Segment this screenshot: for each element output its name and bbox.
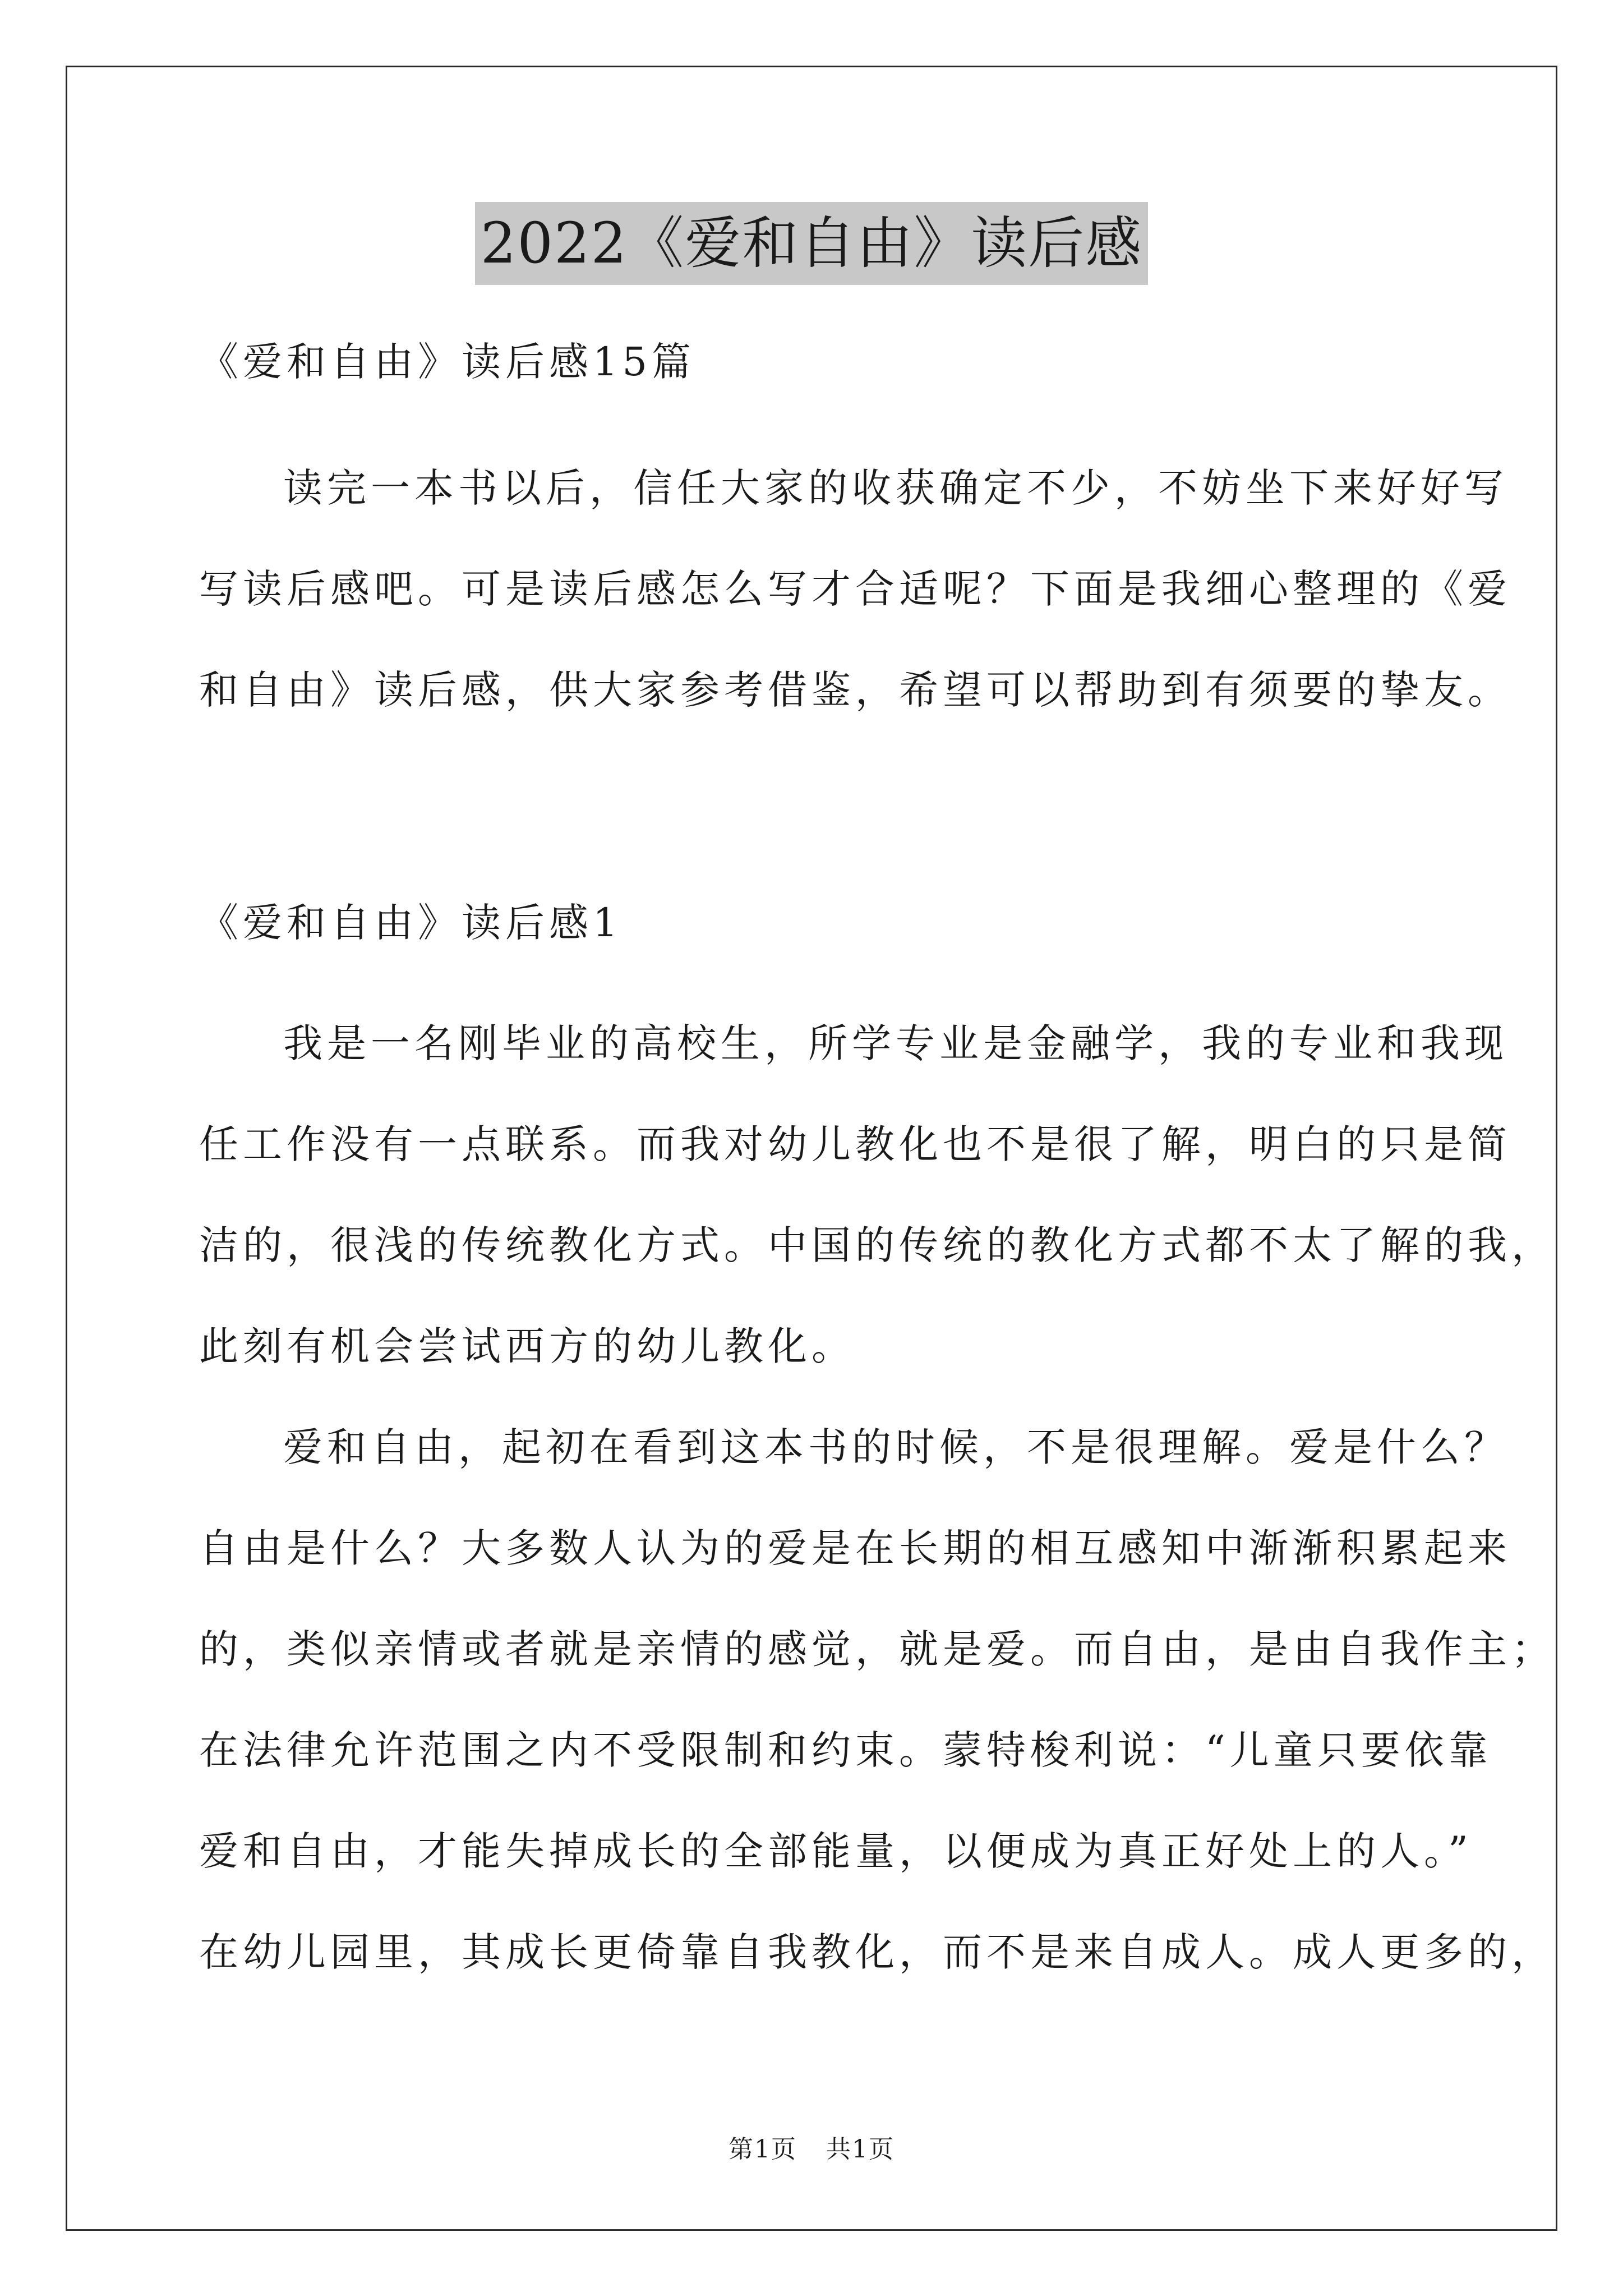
intro-line: 和自由》读后感，供大家参考借鉴，希望可以帮助到有须要的挚友。 <box>199 667 1511 713</box>
document-title: 2022《爱和自由》读后感 <box>475 202 1149 285</box>
page-footer <box>0 2129 1623 2165</box>
section-heading: 《爱和自由》读后感1 <box>199 900 623 946</box>
paragraph-line: 爱和自由，才能失掉成长的全部能量，以便成为真正好处上的人。” <box>199 1828 1473 1874</box>
paragraph-line: 我是一名刚毕业的高校生，所学专业是金融学，我的专业和我现 <box>283 1020 1508 1066</box>
paragraph-line: 在法律允许范围之内不受限制和约束。蒙特梭利说：“儿童只要依靠 <box>199 1727 1492 1773</box>
intro-line: 读完一本书以后，信任大家的收获确定不少，不妨坐下来好好写 <box>283 465 1508 511</box>
paragraph-2 <box>199 1397 1555 2003</box>
paragraph-line: 任工作没有一点联系。而我对幼儿教化也不是很了解，明白的只是简 <box>199 1121 1511 1167</box>
paragraph-line: 的，类似亲情或者就是亲情的感觉，就是爱。而自由，是由自我作主； <box>199 1626 1555 1672</box>
intro-paragraph <box>199 438 1511 740</box>
document-subtitle: 《爱和自由》读后感15篇 <box>199 339 696 385</box>
paragraph-line: 洁的，很浅的传统教化方式。中国的传统的教化方式都不太了解的我， <box>199 1222 1555 1268</box>
paragraph-1 <box>199 993 1555 1397</box>
intro-line: 写读后感吧。可是读后感怎么写才合适呢？下面是我细心整理的《爱 <box>199 566 1511 612</box>
paragraph-line: 在幼儿园里，其成长更倚靠自我教化，而不是来自成人。成人更多的， <box>199 1929 1555 1975</box>
page-total: 共1页 <box>826 2135 895 2164</box>
subtitle-block <box>199 311 1489 412</box>
paragraph-line: 此刻有机会尝试西方的幼儿教化。 <box>199 1323 855 1369</box>
paragraph-line: 自由是什么？大多数人认为的爱是在长期的相互感知中渐渐积累起来 <box>199 1525 1511 1571</box>
title-container <box>0 202 1623 285</box>
paragraph-line: 爱和自由，起初在看到这本书的时候，不是很理解。爱是什么？ <box>283 1424 1508 1470</box>
page-current: 第1页 <box>728 2135 797 2164</box>
section-heading-block <box>199 872 1489 973</box>
